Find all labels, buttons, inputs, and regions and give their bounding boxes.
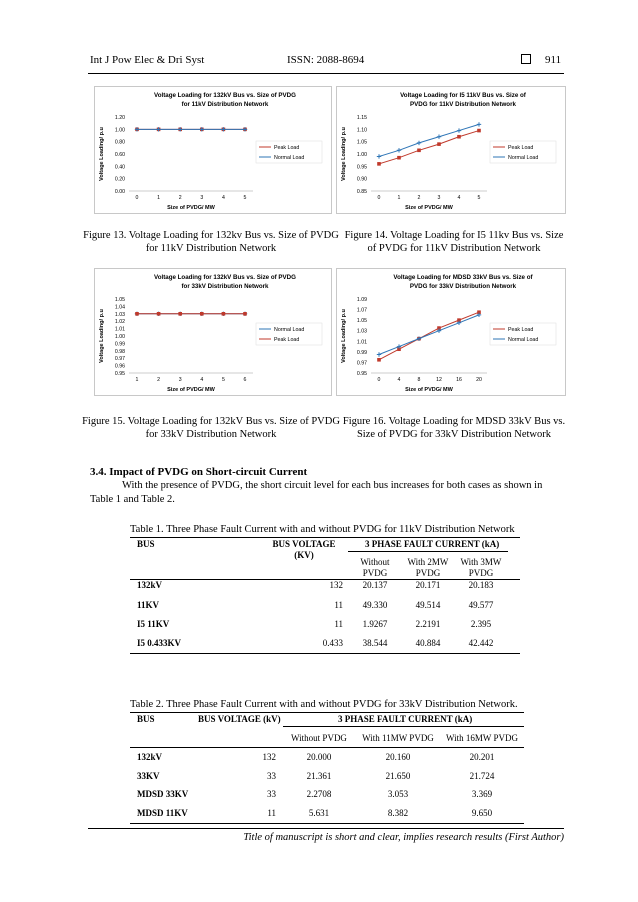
y-tick-label: 1.01 [356, 339, 367, 346]
chart-fig13 [94, 86, 332, 214]
y-tick-label: 0.95 [356, 164, 367, 171]
y-axis-label: Voltage Loading/ p.u [341, 127, 347, 181]
table-1-sub-rule [348, 551, 508, 552]
section-paragraph [90, 479, 564, 507]
x-tick-label: 2 [178, 195, 182, 201]
table-1-row-3mw: 42.442 [468, 638, 494, 648]
table-2-sub-without: Without PVDG [291, 733, 347, 743]
x-tick-label: 20 [476, 377, 482, 383]
y-tick-label: 1.03 [114, 311, 125, 318]
chart-title: Voltage Loading for 132kV Bus vs. Size of PVDG [154, 274, 296, 281]
y-tick-label: 1.05 [356, 318, 367, 325]
table-1-header-bus: BUS [137, 539, 155, 549]
y-tick-label: 1.01 [114, 326, 125, 333]
y-tick-label: 0.20 [114, 176, 125, 183]
header-rule [88, 73, 564, 74]
data-point [417, 149, 421, 153]
table-2-header-fault: 3 PHASE FAULT CURRENT (kA) [338, 714, 473, 724]
chart-fig15 [94, 268, 332, 396]
figure-15-caption: Figure 15. Voltage Loading for 132kV Bus vs. Size of PVDG for 33kV Distribution Network [82, 416, 340, 440]
y-tick-label: 0.97 [114, 356, 125, 363]
y-tick-label: 0.96 [114, 363, 125, 370]
table-1-row-3mw: 20.183 [468, 580, 494, 590]
table-2-top-rule [130, 712, 524, 713]
data-point [437, 135, 441, 139]
table-1-row-voltage: 11 [334, 619, 343, 629]
x-tick-label: 5 [243, 195, 247, 201]
running-title: Title of manuscript is short and clear, implies research results (First Author) [243, 832, 564, 843]
chart-title: for 11kV Distribution Network [181, 101, 269, 108]
table-2-sub-16mw: With 16MW PVDG [446, 733, 518, 743]
section-title: 3.4. Impact of PVDG on Short-circuit Current [90, 466, 308, 478]
figure-13-caption: Figure 13. Voltage Loading for 132kv Bus vs. Size of PVDG for 11kV Distribution Network [83, 230, 339, 254]
table-2-row-16mw: 21.724 [469, 771, 495, 781]
x-tick-label: 0 [135, 195, 139, 201]
series-line [379, 315, 479, 355]
x-tick-label: 4 [457, 195, 461, 201]
data-point [397, 156, 401, 160]
y-tick-label: 0.97 [356, 360, 367, 367]
y-tick-label: 1.10 [356, 127, 367, 134]
page-number: 911 [545, 54, 562, 66]
x-axis-label: Size of PVDG/ MW [167, 205, 215, 211]
data-point [457, 135, 461, 139]
chart-title: Voltage Loading for I5 11kV Bus vs. Size of [400, 92, 526, 99]
y-tick-label: 0.98 [114, 348, 125, 355]
x-tick-label: 1 [157, 195, 161, 201]
chart-title: Voltage Loading for MDSD 33kV Bus vs. Size of [393, 274, 533, 281]
x-tick-label: 3 [437, 195, 441, 201]
table-2-header-rule [130, 747, 524, 748]
y-tick-label: 0.00 [114, 189, 125, 195]
y-tick-label: 1.20 [114, 115, 125, 121]
table-2-bottom-rule [130, 823, 524, 824]
table-1-row-2mw: 20.171 [415, 580, 441, 590]
y-axis-label: Voltage Loading/ p.u [99, 309, 105, 363]
y-tick-label: 0.90 [356, 176, 367, 183]
chart-fig14 [336, 86, 566, 214]
x-tick-label: 0 [377, 377, 381, 383]
x-tick-label: 4 [221, 195, 225, 201]
data-point [437, 142, 441, 146]
table-2-row-16mw: 20.201 [469, 752, 495, 762]
data-point [457, 128, 461, 132]
data-point [477, 129, 481, 133]
legend-label: Normal Load [274, 327, 305, 333]
y-tick-label: 1.05 [114, 297, 125, 303]
footer-rule [88, 828, 564, 829]
x-tick-label: 5 [477, 195, 481, 201]
series-line [379, 131, 479, 164]
x-tick-label: 16 [456, 377, 462, 383]
x-tick-label: 0 [377, 195, 381, 201]
table-2-sub-11mw: With 11MW PVDG [362, 733, 434, 743]
y-tick-label: 0.85 [356, 189, 367, 195]
issn: ISSN: 2088-8694 [287, 54, 365, 66]
legend-label: Peak Load [274, 145, 300, 151]
x-axis-label: Size of PVDG/ MW [405, 205, 453, 211]
legend-label: Normal Load [508, 337, 539, 343]
legend-label: Peak Load [274, 337, 300, 343]
x-axis-label: Size of PVDG/ MW [167, 387, 215, 393]
chart-title: for 33kV Distribution Network [181, 283, 269, 290]
data-point [178, 312, 182, 316]
data-point [222, 312, 226, 316]
table-1-row-3mw: 49.577 [468, 600, 494, 610]
table-1-row-bus: I5 11KV [137, 619, 170, 629]
y-tick-label: 1.07 [356, 307, 367, 314]
y-tick-label: 0.95 [114, 371, 125, 377]
legend-label: Normal Load [508, 155, 539, 161]
data-point [377, 162, 381, 166]
table-2-row-voltage: 11 [267, 808, 276, 818]
x-tick-label: 4 [397, 377, 401, 383]
data-point [377, 358, 381, 362]
x-tick-label: 1 [135, 377, 139, 383]
data-point [377, 352, 381, 356]
table-1-caption: Table 1. Three Phase Fault Current with and without PVDG for 11kV Distribution Network [130, 524, 515, 535]
y-tick-label: 1.15 [356, 115, 367, 121]
y-tick-label: 1.04 [114, 304, 125, 311]
table-2-row-bus: 132kV [137, 752, 163, 762]
table-2-row-bus: MDSD 33KV [137, 789, 189, 799]
table-1-row-2mw: 40.884 [415, 638, 441, 648]
data-point [135, 312, 139, 316]
y-tick-label: 0.95 [356, 371, 367, 377]
table-2-row-16mw: 3.369 [471, 789, 493, 799]
journal-name: Int J Pow Elec & Dri Syst [90, 54, 205, 66]
x-tick-label: 2 [417, 195, 421, 201]
table-1-header-fault: 3 PHASE FAULT CURRENT (kA) [365, 539, 500, 549]
table-1-row-bus: I5 0.433KV [137, 638, 182, 648]
table-2-row-bus: 33KV [137, 771, 160, 781]
data-point [397, 148, 401, 152]
table-2-row-voltage: 132 [262, 752, 276, 762]
table-2-caption: Table 2. Three Phase Fault Current with and without PVDG for 33kV Distribution Network. [130, 699, 518, 710]
table-1-row-voltage: 132 [329, 580, 343, 590]
section-paragraph-text: With the presence of PVDG, the short circuit level for each bus increases for both cases as shown in Table 1 and Table 2. [90, 480, 543, 505]
y-tick-label: 1.00 [114, 334, 125, 340]
figure-16-caption: Figure 16. Voltage Loading for MDSD 33kV Bus vs. Size of PVDG for 33kV Distribution Network [342, 416, 566, 440]
table-1-row-without: 1.9267 [362, 619, 388, 629]
table-2-header-voltage: BUS VOLTAGE (kV) [198, 714, 281, 724]
y-tick-label: 0.40 [114, 164, 125, 171]
legend-label: Peak Load [508, 327, 534, 333]
y-tick-label: 1.09 [356, 297, 367, 303]
series-line [379, 312, 479, 360]
data-point [477, 122, 481, 126]
y-tick-label: 0.60 [114, 152, 125, 158]
table-1-row-2mw: 49.514 [415, 600, 441, 610]
legend-label: Peak Load [508, 145, 534, 151]
y-axis-label: Voltage Loading/ p.u [99, 127, 105, 181]
chart-fig16 [336, 268, 566, 396]
x-tick-label: 4 [200, 377, 204, 383]
x-axis-label: Size of PVDG/ MW [405, 387, 453, 393]
table-1-sub-without: Without PVDG [360, 557, 390, 578]
x-tick-label: 2 [157, 377, 161, 383]
table-2-row-without: 20.000 [306, 752, 332, 762]
chart-title: PVDG for 33kV Distribution Network [409, 283, 517, 290]
data-point [417, 141, 421, 145]
series-line [379, 124, 479, 156]
y-tick-label: 1.03 [356, 328, 367, 335]
table-2-sub-rule [283, 726, 524, 727]
x-tick-label: 8 [417, 377, 421, 383]
y-tick-label: 0.80 [114, 139, 125, 146]
legend-label: Normal Load [274, 155, 305, 161]
y-tick-label: 1.00 [114, 127, 125, 134]
table-1-row-without: 20.137 [362, 580, 388, 590]
table-1-row-voltage: 11 [334, 600, 343, 610]
x-tick-label: 5 [221, 377, 225, 383]
table-1-row-without: 49.330 [362, 600, 388, 610]
table-2-header-bus: BUS [137, 714, 155, 724]
y-tick-label: 1.02 [114, 319, 125, 326]
y-tick-label: 0.99 [114, 341, 125, 348]
table-1-row-without: 38.544 [362, 638, 388, 648]
data-point [157, 312, 161, 316]
table-2-row-without: 2.2708 [306, 789, 332, 799]
y-axis-label: Voltage Loading/ p.u [341, 309, 347, 363]
x-tick-label: 12 [436, 377, 442, 383]
table-2-row-16mw: 9.650 [471, 808, 493, 818]
table-2-row-without: 5.631 [308, 808, 330, 818]
table-1-row-2mw: 2.2191 [415, 619, 441, 629]
x-tick-label: 3 [200, 195, 204, 201]
y-tick-label: 1.05 [356, 139, 367, 146]
checkbox-icon [521, 54, 531, 66]
table-1-bottom-rule [130, 653, 520, 654]
table-1-row-bus: 132kV [137, 580, 163, 590]
table-2-row-11mw: 21.650 [385, 771, 411, 781]
table-1-sub-3mw: With 3MW PVDG [460, 557, 502, 578]
table-1-top-rule [130, 537, 520, 538]
table-1-row-3mw: 2.395 [470, 619, 492, 629]
table-2-row-11mw: 3.053 [387, 789, 409, 799]
table-2-row-bus: MDSD 11KV [137, 808, 188, 818]
table-1-header-voltage: BUS VOLTAGE (KV) [272, 539, 336, 560]
table-1-row-bus: 11KV [137, 600, 160, 610]
data-point [243, 312, 247, 316]
table-2-row-11mw: 20.160 [385, 752, 411, 762]
table-1-sub-2mw: With 2MW PVDG [407, 557, 449, 578]
x-tick-label: 6 [243, 377, 247, 383]
table-2-row-voltage: 33 [267, 789, 276, 799]
table-2-row-voltage: 33 [267, 771, 276, 781]
x-tick-label: 1 [397, 195, 401, 201]
table-2-row-without: 21.361 [306, 771, 332, 781]
data-point [200, 312, 204, 316]
table-2-row-11mw: 8.382 [387, 808, 409, 818]
table-1-row-voltage: 0.433 [322, 638, 343, 648]
x-tick-label: 3 [178, 377, 182, 383]
data-point [377, 154, 381, 158]
chart-title: PVDG for 11kV Distribution Network [410, 101, 516, 108]
y-tick-label: 1.00 [356, 152, 367, 158]
y-tick-label: 0.99 [356, 349, 367, 356]
chart-title: Voltage Loading for 132kV Bus vs. Size of PVDG [154, 92, 296, 99]
figure-14-caption: Figure 14. Voltage Loading for I5 11kv Bus vs. Size of PVDG for 11kV Distribution Network [344, 230, 564, 254]
